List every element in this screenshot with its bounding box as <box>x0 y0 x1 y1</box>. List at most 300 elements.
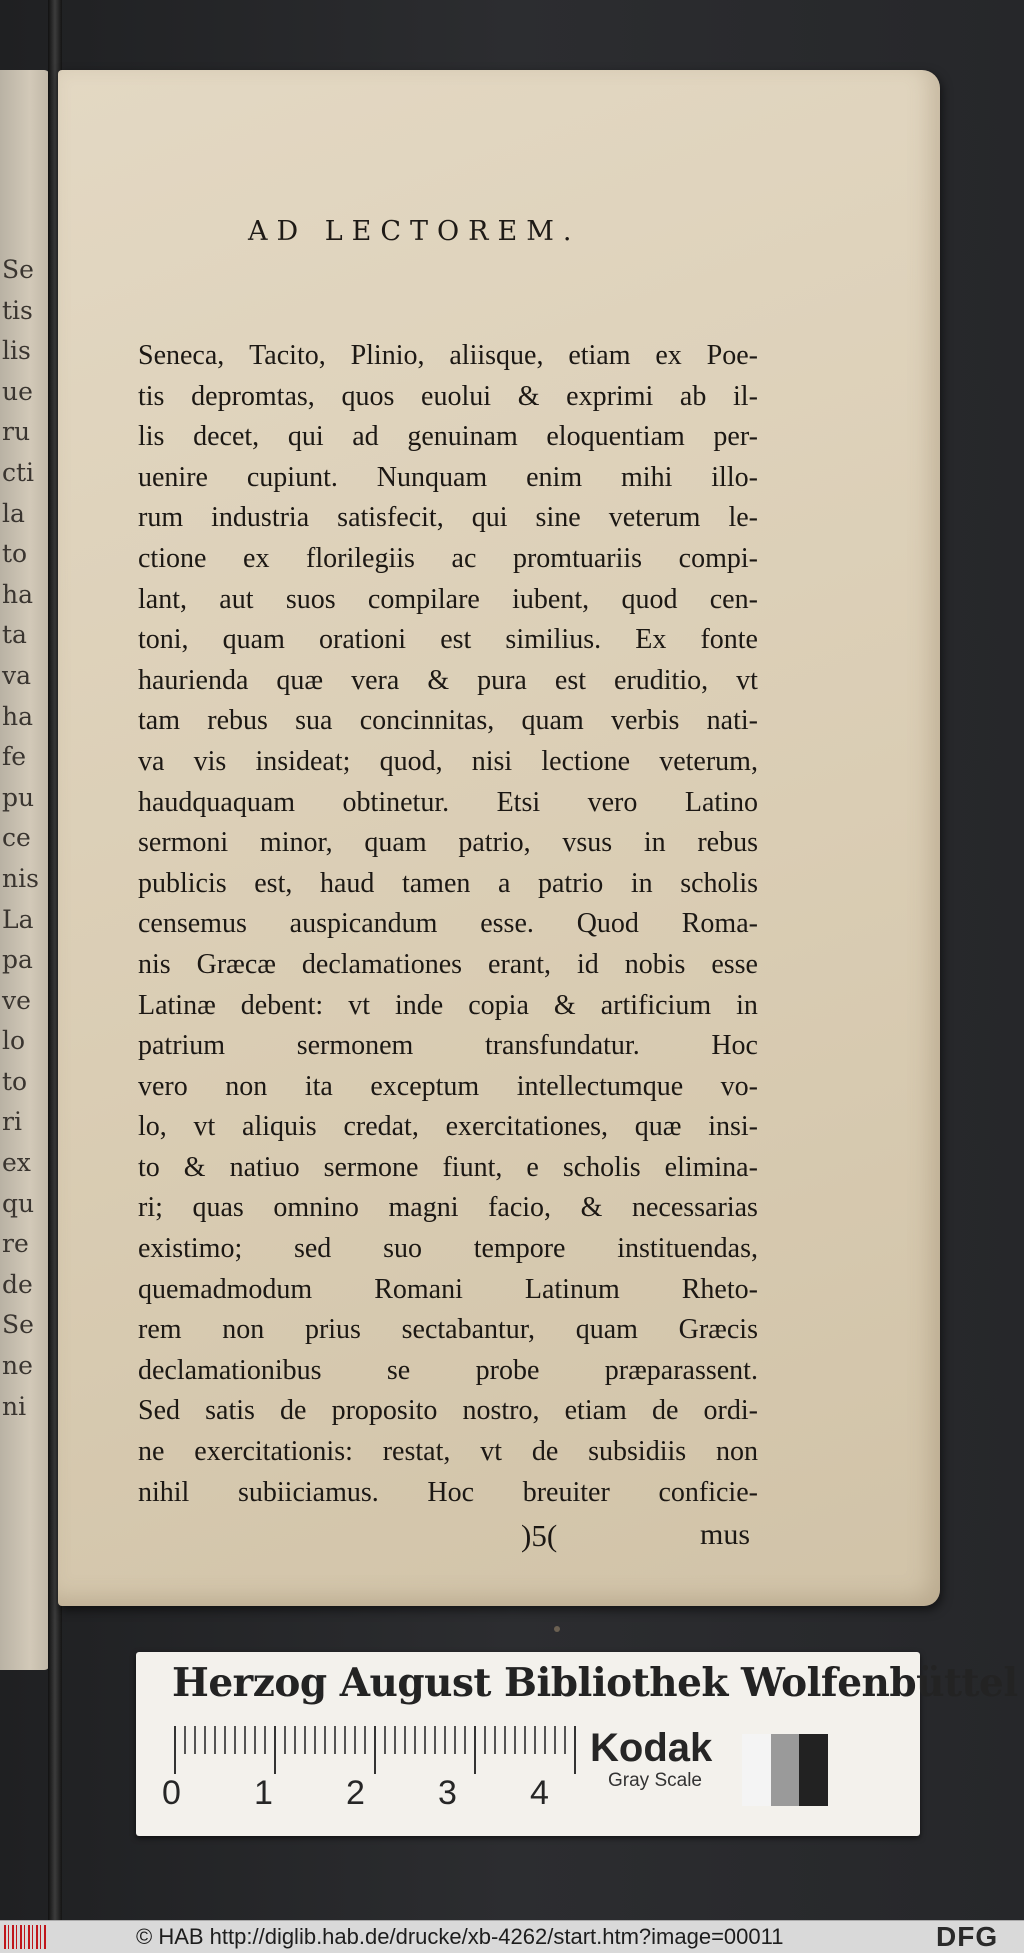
text-line <box>138 1148 758 1189</box>
word: ctione <box>138 542 207 574</box>
word: verbis <box>610 705 680 737</box>
word: credat, <box>343 1111 419 1143</box>
word: va <box>138 745 165 777</box>
word: satis <box>205 1395 255 1427</box>
facing-page-fragment: to <box>2 539 28 569</box>
signature-mark: )5( <box>521 1518 558 1553</box>
word: eruditio, <box>614 664 709 696</box>
word: Poe- <box>706 340 758 371</box>
word: exercitationes, <box>445 1111 609 1143</box>
word: quam <box>222 624 285 656</box>
facing-page-fragment: to <box>2 1066 28 1096</box>
text-line <box>138 1391 758 1432</box>
word: debent: <box>240 989 324 1021</box>
ruler-tick <box>474 1726 476 1774</box>
word: haurienda <box>138 664 249 696</box>
word: Ex <box>635 624 667 656</box>
word: breuiter <box>522 1476 610 1508</box>
word: conficie- <box>658 1476 758 1508</box>
word: natiuo <box>229 1151 300 1183</box>
word: similius. <box>505 624 602 656</box>
facing-page-fragments <box>0 250 50 1510</box>
word: ad <box>352 421 379 453</box>
ruler-tick <box>304 1726 306 1754</box>
ruler-tick <box>484 1726 486 1754</box>
word: cen- <box>709 583 758 615</box>
word: quas <box>192 1192 244 1224</box>
word: ita <box>304 1070 333 1102</box>
ruler-tick <box>324 1726 326 1754</box>
text-line <box>138 1067 758 1108</box>
word: censemus <box>138 908 247 940</box>
word: compi- <box>678 542 758 574</box>
word: fiunt, <box>442 1151 503 1183</box>
word: Nunquam <box>376 461 488 493</box>
facing-page-fragment: pu <box>2 782 35 812</box>
word: nostro, <box>462 1395 540 1427</box>
ruler-tick <box>214 1726 216 1754</box>
word: Græcis <box>678 1314 758 1346</box>
facing-page-fragment: ue <box>2 376 33 406</box>
word: Quod <box>576 908 639 940</box>
word: fonte <box>700 624 758 656</box>
word: sed <box>293 1233 332 1265</box>
ruler-tick <box>494 1726 496 1754</box>
word: Latinum <box>524 1273 620 1305</box>
word: nis <box>138 948 171 980</box>
word: vo- <box>720 1070 758 1102</box>
word: rebus <box>207 705 268 737</box>
word: & <box>517 380 540 412</box>
word: tempore <box>473 1233 566 1265</box>
ruler-tick <box>434 1726 436 1754</box>
facing-page-fragment: va <box>2 660 32 690</box>
word: vero <box>587 786 638 818</box>
facing-page-fragment: ri <box>2 1107 22 1137</box>
word: Tacito, <box>249 340 326 371</box>
dfg-logo: DFG <box>936 1921 999 1952</box>
ruler-tick <box>404 1726 406 1754</box>
ruler-tick <box>554 1726 556 1754</box>
gray-step <box>799 1734 828 1806</box>
facing-page-fragment: de <box>2 1269 33 1299</box>
word: prius <box>304 1314 361 1346</box>
word: se <box>386 1354 411 1386</box>
word: mihi <box>621 461 673 493</box>
text-line <box>138 336 758 377</box>
facing-page-fragment: ve <box>2 985 31 1015</box>
word: ri; <box>138 1192 163 1224</box>
word: ne <box>138 1436 165 1468</box>
word: insi- <box>708 1111 758 1143</box>
word: & <box>427 664 450 696</box>
word: proposito <box>331 1395 438 1427</box>
word: vt <box>480 1436 502 1468</box>
word: ex <box>243 542 270 574</box>
word: restat, <box>382 1436 451 1468</box>
word: nihil <box>138 1476 190 1508</box>
word: copia <box>468 989 529 1021</box>
ruler-tick <box>274 1726 276 1774</box>
word: probe <box>475 1354 540 1386</box>
text-line <box>138 498 758 539</box>
word: declamationes <box>301 948 463 980</box>
ruler-tick <box>334 1726 336 1754</box>
text-line <box>138 1270 758 1311</box>
word: scholis <box>562 1151 641 1183</box>
word: depromtas, <box>191 380 315 412</box>
word: le- <box>728 502 758 534</box>
word: Hoc <box>711 1030 758 1062</box>
ruler-tick <box>314 1726 316 1754</box>
ruler-tick <box>464 1726 466 1754</box>
ruler-tick <box>174 1726 176 1774</box>
ruler-tick <box>534 1726 536 1754</box>
facing-page-fragment: ni <box>2 1391 27 1421</box>
word: qui <box>471 502 508 534</box>
word: Græcæ <box>196 948 276 980</box>
ruler-tick <box>344 1726 346 1754</box>
ruler-tick <box>524 1726 526 1754</box>
word: facio, <box>488 1192 552 1224</box>
facing-page-fragment: qu <box>2 1188 35 1218</box>
ruler-tick <box>544 1726 546 1754</box>
word: Seneca, <box>138 340 225 371</box>
word: rem <box>138 1314 182 1346</box>
word: tamen <box>401 867 471 899</box>
word: vera <box>351 664 400 696</box>
word: scholis <box>680 867 758 899</box>
word: per- <box>713 421 758 453</box>
facing-page-fragment: nis <box>2 863 39 893</box>
word: non <box>225 1070 268 1102</box>
word: Sed <box>138 1395 180 1427</box>
word: quod, <box>379 745 443 777</box>
word: sermone <box>323 1151 419 1183</box>
word: sine <box>535 502 581 534</box>
word: quemadmodum <box>138 1273 313 1305</box>
text-line <box>138 377 758 418</box>
text-line <box>138 1351 758 1392</box>
word: magni <box>388 1192 459 1224</box>
word: aut <box>219 583 254 615</box>
facing-page-fragment: pa <box>2 945 33 975</box>
word: inde <box>395 989 444 1021</box>
word: non <box>222 1314 265 1346</box>
word: necessarias <box>632 1192 758 1224</box>
word: etiam <box>564 1395 627 1427</box>
word: est, <box>254 867 293 899</box>
text-line <box>138 1188 758 1229</box>
ruler-tick <box>574 1726 576 1774</box>
ruler-tick <box>244 1726 246 1754</box>
ruler-number: 3 <box>438 1774 457 1812</box>
word: sectabantur, <box>401 1314 536 1346</box>
text-line <box>138 1310 758 1351</box>
facing-page-fragment: ta <box>2 620 27 650</box>
word: vero <box>138 1070 188 1102</box>
word: lectione <box>541 745 631 777</box>
body-text <box>138 336 758 1513</box>
word: e <box>526 1151 539 1183</box>
ruler-tick <box>264 1726 266 1754</box>
ruler-number: 0 <box>162 1774 181 1812</box>
gray-scale-label: Gray Scale <box>608 1770 702 1791</box>
ruler-tick <box>254 1726 256 1754</box>
word: suo <box>383 1233 422 1265</box>
card-title: Herzog August Bibliothek Wolfenbüttel <box>172 1660 1018 1706</box>
word: quæ <box>634 1111 682 1143</box>
ruler-tick <box>424 1726 426 1754</box>
word: auspicandum <box>289 908 438 940</box>
word: minor, <box>259 827 333 859</box>
word: etiam <box>568 340 631 371</box>
ruler-tick <box>284 1726 286 1754</box>
ruler-tick <box>234 1726 236 1754</box>
footer-bar <box>0 1920 1024 1953</box>
ruler-tick <box>184 1726 186 1754</box>
word: sermoni <box>138 827 229 859</box>
ruler-tick <box>514 1726 516 1754</box>
word: nisi <box>471 745 513 777</box>
text-line <box>138 1107 758 1148</box>
word: in <box>736 989 758 1021</box>
ruler-tick <box>444 1726 446 1754</box>
word: declamationibus <box>138 1354 322 1386</box>
word: insideat; <box>255 745 351 777</box>
word: quæ <box>276 664 324 696</box>
text-line <box>138 620 758 661</box>
gray-step <box>771 1734 800 1806</box>
word: est <box>554 664 586 696</box>
word: & <box>553 989 576 1021</box>
text-line <box>138 701 758 742</box>
book-page <box>58 70 940 1606</box>
ruler-tick <box>564 1726 566 1754</box>
facing-page-fragment: ex <box>2 1148 31 1178</box>
facing-page-fragment: cti <box>2 457 35 487</box>
word: qui <box>287 421 324 453</box>
word: exceptum <box>370 1070 480 1102</box>
text-line <box>138 864 758 905</box>
word: subsidiis <box>588 1436 687 1468</box>
word: ac <box>451 542 477 574</box>
facing-page-fragment: ce <box>2 823 31 853</box>
word: vsus <box>562 827 613 859</box>
word: patrio <box>537 867 604 899</box>
word: omnino <box>273 1192 359 1224</box>
facing-page-fragment: fe <box>2 742 27 772</box>
text-line <box>138 742 758 783</box>
ruler-tick <box>294 1726 296 1754</box>
word: tam <box>138 705 180 737</box>
word: non <box>716 1436 758 1468</box>
word: esse. <box>480 908 534 940</box>
word: suos <box>285 583 336 615</box>
word: in <box>643 827 666 859</box>
word: sermonem <box>296 1030 414 1062</box>
facing-page-fragment: La <box>2 904 34 934</box>
facing-page-fragment: ha <box>2 579 34 609</box>
word: Romani <box>374 1273 463 1305</box>
barcode-icon <box>4 1925 46 1949</box>
text-line <box>138 1432 758 1473</box>
facing-page-fragment: ha <box>2 701 34 731</box>
ruler-tick <box>414 1726 416 1754</box>
word: exercitationis: <box>194 1436 353 1468</box>
ruler-number: 1 <box>254 1774 273 1812</box>
facing-page-fragment: tis <box>2 295 33 325</box>
word: aliquis <box>242 1111 317 1143</box>
gray-scale-strip <box>742 1734 828 1806</box>
word: erant, <box>488 948 551 980</box>
word: existimo; <box>138 1233 243 1265</box>
word: obtinetur. <box>342 786 450 818</box>
word: compilare <box>367 583 480 615</box>
word: concinnitas, <box>359 705 495 737</box>
word: instituendas, <box>617 1233 758 1265</box>
text-line <box>138 1473 758 1514</box>
word: haudquaquam <box>138 786 296 818</box>
word: est <box>440 624 472 656</box>
word: sua <box>295 705 333 737</box>
word: quam <box>521 705 584 737</box>
text-line <box>138 661 758 702</box>
footer-copyright-link[interactable]: © HAB http://diglib.hab.de/drucke/xb-4262/start.htm?image=00011 <box>136 1924 784 1949</box>
word: rum <box>138 502 184 534</box>
word: haud <box>319 867 375 899</box>
facing-page-fragment: ne <box>2 1351 33 1381</box>
word: vt <box>193 1111 216 1143</box>
word: artificium <box>600 989 712 1021</box>
word: enim <box>526 461 583 493</box>
ruler-tick <box>354 1726 356 1754</box>
text-line <box>138 1026 758 1067</box>
word: & <box>183 1151 206 1183</box>
color-calibration-card <box>136 1652 1018 1836</box>
word: rebus <box>697 827 758 859</box>
word: satisfecit, <box>337 502 444 534</box>
ruler-tick <box>394 1726 396 1754</box>
word: ab <box>679 380 707 412</box>
facing-page-fragment: Se <box>2 1310 34 1340</box>
word: Latinæ <box>138 989 216 1021</box>
ruler-tick <box>204 1726 206 1754</box>
word: industria <box>211 502 310 534</box>
text-line <box>138 986 758 1027</box>
word: il- <box>733 380 758 412</box>
ruler-tick <box>454 1726 456 1754</box>
text-line <box>138 783 758 824</box>
word: lant, <box>138 583 187 615</box>
word: de <box>531 1436 559 1468</box>
word: Hoc <box>427 1476 475 1508</box>
word: uenire <box>138 461 208 493</box>
ruler-tick <box>374 1726 376 1774</box>
word: de <box>651 1395 679 1427</box>
word: to <box>138 1151 160 1183</box>
word: in <box>630 867 653 899</box>
word: intellectumque <box>516 1070 684 1102</box>
facing-page-fragment: Se <box>2 255 34 284</box>
word: Rheto- <box>681 1273 758 1305</box>
page-speck <box>554 1626 560 1632</box>
word: tis <box>138 380 165 412</box>
facing-page-fragment: ru <box>2 417 31 447</box>
word: florilegiis <box>306 542 415 574</box>
word: Plinio, <box>350 340 425 371</box>
word: quam <box>575 1314 638 1346</box>
text-line <box>138 458 758 499</box>
word: quos <box>341 380 395 412</box>
word: veterum <box>608 502 701 534</box>
ruler-tick <box>504 1726 506 1754</box>
ruler-number: 2 <box>346 1774 365 1812</box>
word: genuinam <box>407 421 518 453</box>
text-line <box>138 945 758 986</box>
word: euolui <box>421 380 492 412</box>
word: ex <box>655 340 682 371</box>
word: præparassent. <box>604 1354 758 1386</box>
word: aliisque, <box>449 340 544 371</box>
word: publicis <box>138 867 227 899</box>
text-line <box>138 417 758 458</box>
text-line <box>138 580 758 621</box>
word: a <box>497 867 511 899</box>
word: patrio, <box>458 827 531 859</box>
word: promtuariis <box>512 542 643 574</box>
word: & <box>580 1192 603 1224</box>
text-line <box>138 539 758 580</box>
gray-step <box>742 1734 771 1806</box>
catchword: mus <box>700 1518 751 1551</box>
word: nobis <box>624 948 686 980</box>
word: quam <box>364 827 427 859</box>
word: Roma- <box>681 908 758 940</box>
word: vt <box>348 989 370 1021</box>
word: subiiciamus. <box>238 1476 379 1508</box>
word: esse <box>711 948 758 980</box>
ruler-tick <box>384 1726 386 1754</box>
word: iubent, <box>512 583 590 615</box>
word: decet, <box>193 421 260 453</box>
word: ordi- <box>703 1395 758 1427</box>
running-head: AD LECTOREM. <box>248 216 581 247</box>
word: patrium <box>138 1030 226 1062</box>
text-line <box>138 1229 758 1270</box>
word: veterum, <box>659 745 758 777</box>
word: illo- <box>711 461 758 493</box>
facing-page-fragment: lis <box>2 336 31 366</box>
word: pura <box>477 664 527 696</box>
facing-page-fragment: re <box>2 1229 29 1259</box>
word: transfundatur. <box>484 1030 640 1062</box>
word: lo, <box>138 1111 167 1143</box>
word: orationi <box>319 624 407 656</box>
word: vis <box>193 745 227 777</box>
word: vt <box>736 664 758 696</box>
word: Latino <box>684 786 758 818</box>
ruler-tick <box>194 1726 196 1754</box>
word: toni, <box>138 624 189 656</box>
word: cupiunt. <box>246 461 338 493</box>
ruler-tick <box>364 1726 366 1754</box>
word: id <box>576 948 599 980</box>
kodak-logo: Kodak <box>590 1726 713 1770</box>
word: eloquentiam <box>546 421 685 453</box>
word: exprimi <box>566 380 654 412</box>
word: lis <box>138 421 165 453</box>
